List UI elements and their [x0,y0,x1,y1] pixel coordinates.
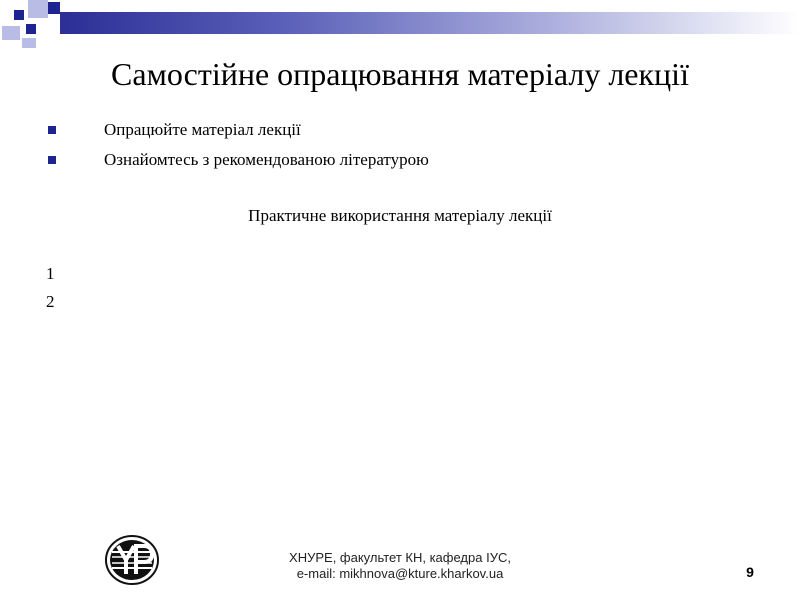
square-bullet-icon [48,126,56,134]
footer-email: e-mail: mikhnova@kture.kharkov.ua [296,566,504,581]
corner-square [22,38,36,48]
corner-square [28,0,48,18]
square-bullet-icon [48,156,56,164]
header-gradient-bar [60,12,800,34]
bullet-text: Ознайомтесь з рекомендованою літературою [104,150,429,169]
bullet-list [48,116,748,176]
bullet-item [48,116,748,146]
section-subtitle: Практичне використання матеріалу лекції [248,206,552,225]
page-number: 9 [746,564,754,580]
bullet-text: Опрацюйте матеріал лекції [104,120,301,139]
corner-square [26,24,36,34]
numbered-item: 2 [46,292,55,311]
corner-square [48,2,60,14]
numbered-list [46,260,55,316]
corner-square [2,26,20,40]
footer-info [250,550,550,582]
corner-square [14,10,24,20]
numbered-item: 1 [46,264,55,283]
slide-title: Самостійне опрацювання матеріалу лекції [111,56,689,92]
footer-line-1: ХНУРЕ, факультет КН, кафедра ІУС, [289,550,511,565]
bullet-item [48,146,748,176]
university-logo-icon [104,534,160,586]
